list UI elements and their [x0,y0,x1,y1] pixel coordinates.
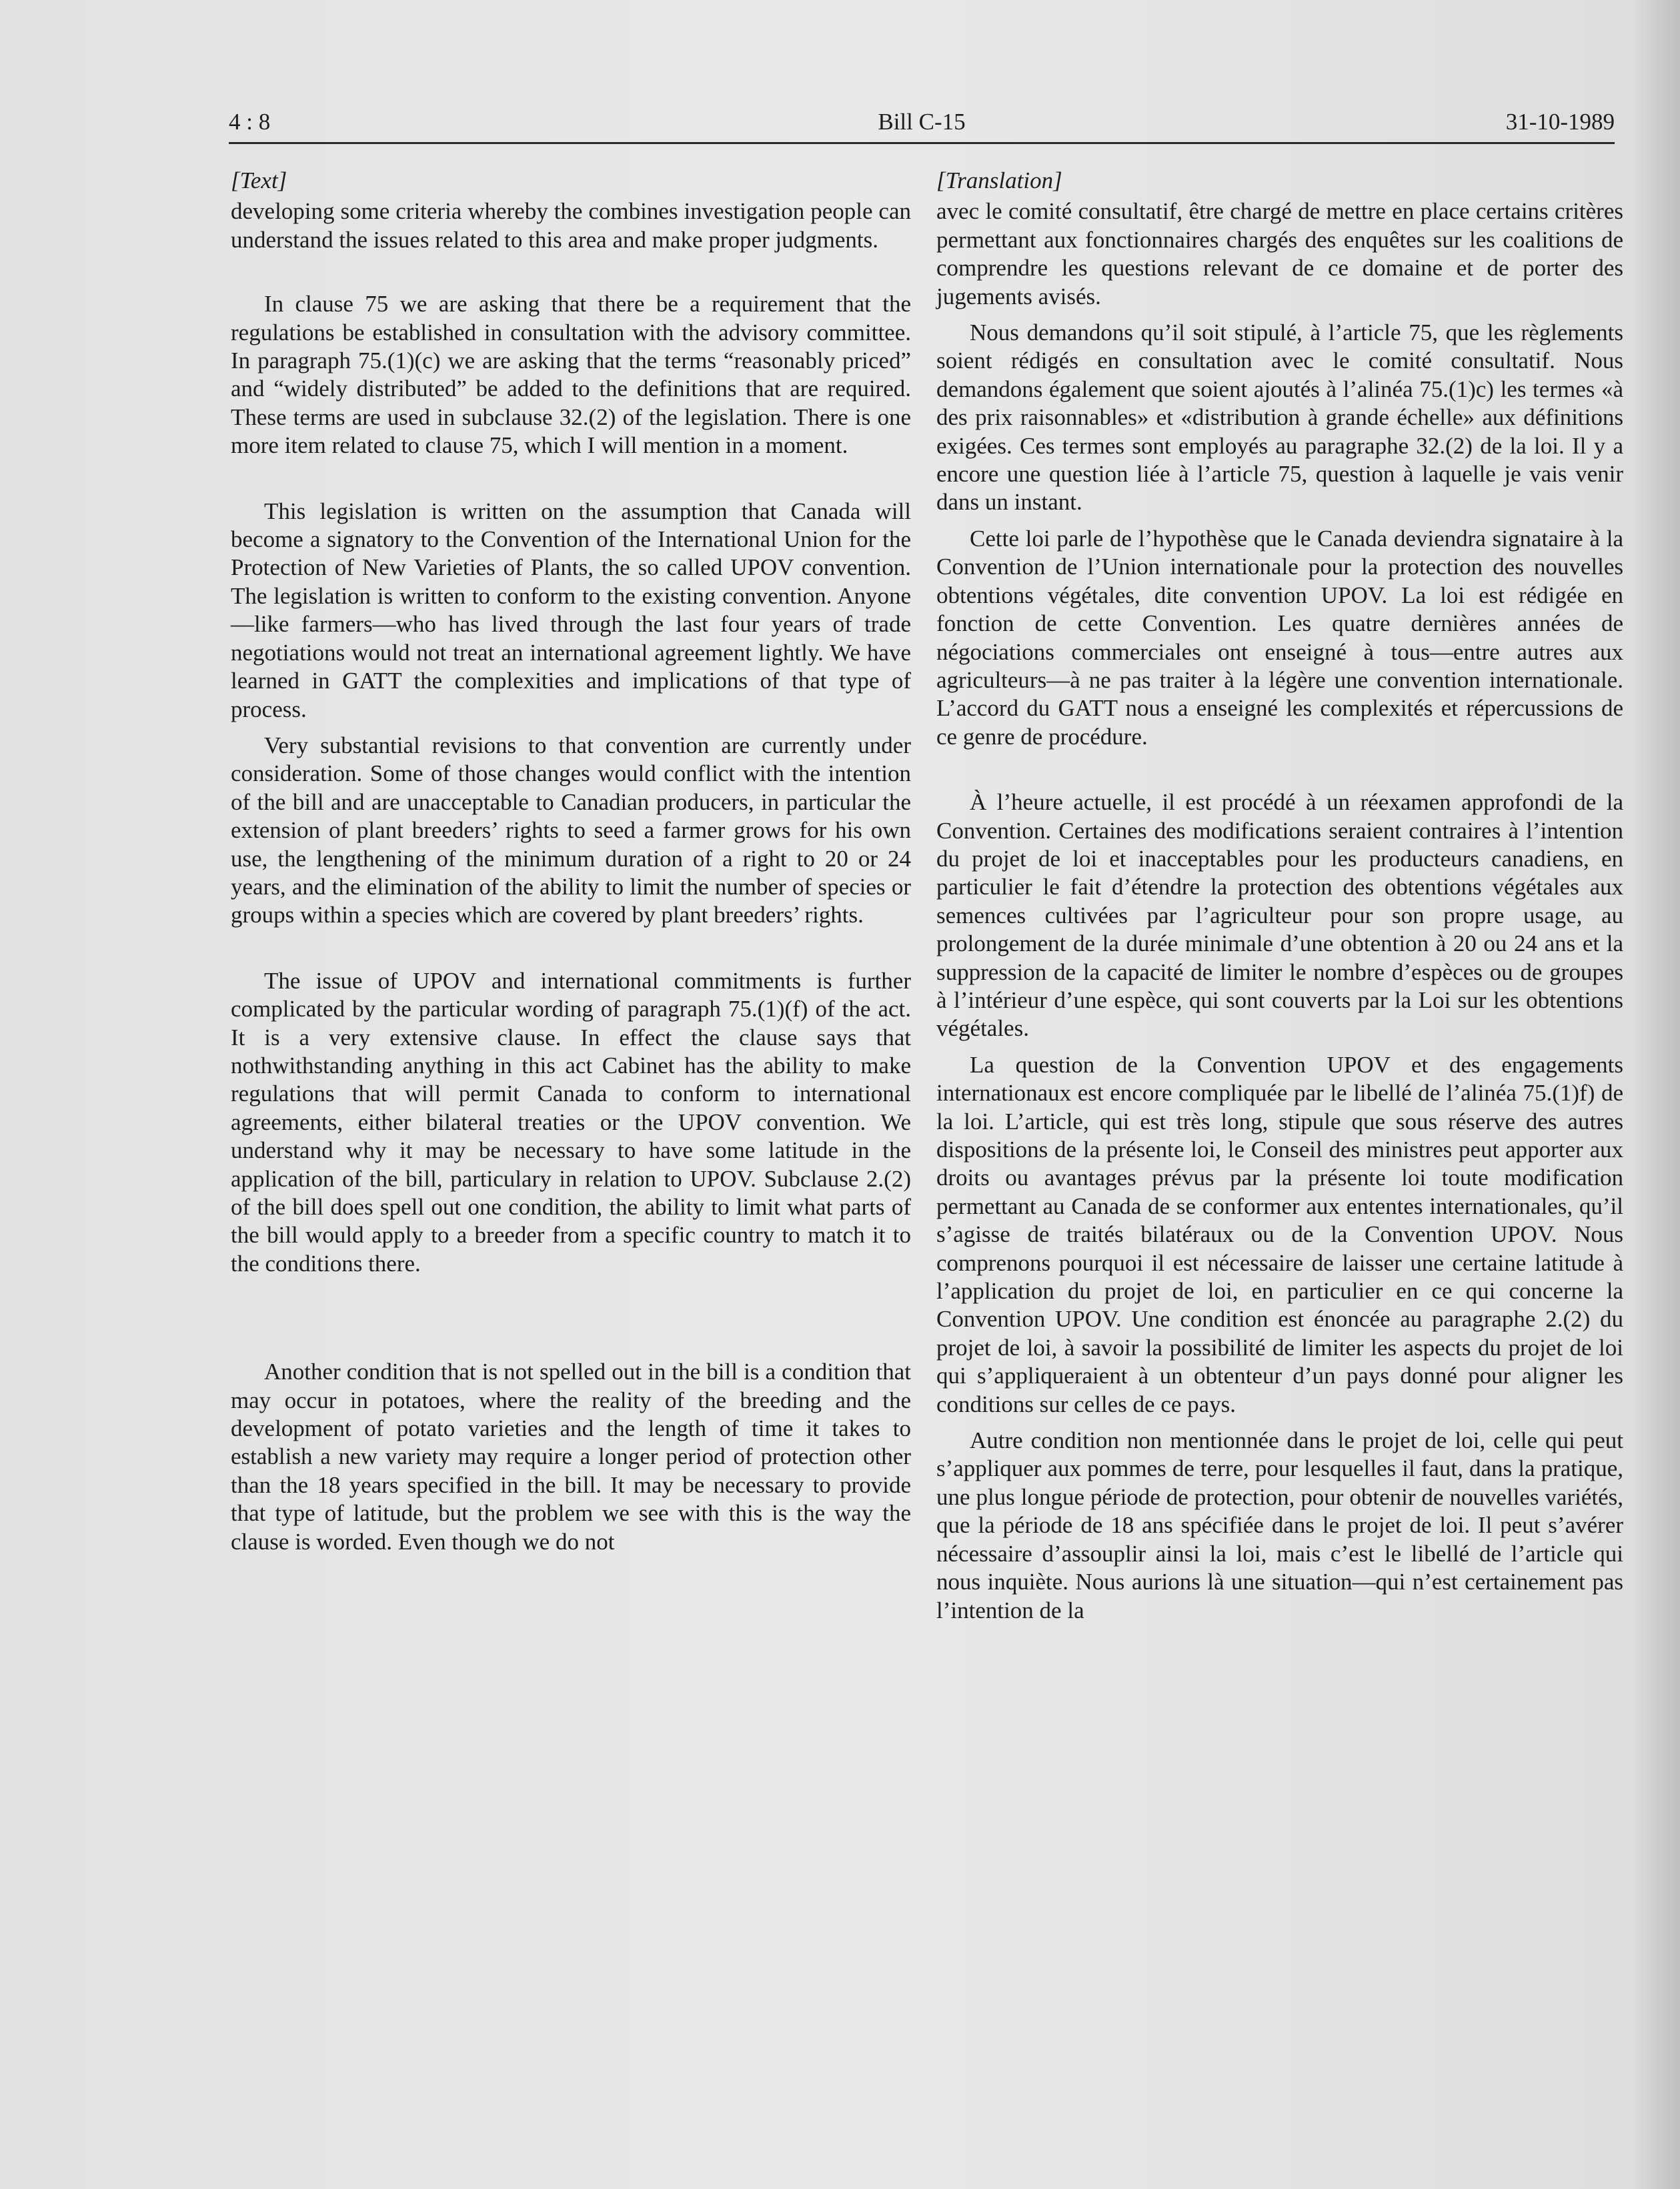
paragraph: La question de la Convention UPOV et des engagements internationaux est encore compliquée par le libellé de l’alinéa 75.(1)f) de la loi. L’article, qui est très long, stipule que sous réserve des autres dispositions de la présente loi, le Conseil des ministres peut apporter aux droits ou avantages prévus par la présente loi toute modification permettant au Canada de se conformer aux ententes internationales, qu’il s’agisse de traités bilatéraux ou de la Convention UPOV. Nous comprenons pourquoi il est nécessaire de laisser une certaine latitude à l’application du projet de loi, en particulier en ce qui concerne la Convention UPOV. Une condition est énoncée au paragraphe 2.(2) du projet de loi, à savoir la possibilité de limiter les aspects du projet de loi qui s’appliqueraient à un obtenteur d’un pays donné pour aligner les conditions sur celles de ce pays. [936,1051,1623,1417]
paragraph: In clause 75 we are asking that there be a requirement that the regulations be established in consultation with the advisory committee. In paragraph 75.(1)(c) we are asking that the terms “reasonably priced” and “widely distributed” be added to the definitions that are required. These terms are used in subclause 32.(2) of the legislation. There is one more item related to clause 75, which I will mention in a moment. [231,291,911,459]
paragraph: The issue of UPOV and international commitments is further complicated by the particular wording of paragraph 75.(1)(f) of the act. It is a very extensive clause. In effect the clause says that nothwithstanding anything in this act Cabinet has the ability to make regulations that will permit Canada to conform to international agreements, either bilateral treaties or the UPOV convention. We understand why it may be necessary to have some latitude in the application of the bill, particulary in relation to UPOV. Subclause 2.(2) of the bill does spell out one condition, the ability to limit what parts of the bill would apply to a breeder from a specific country to match it to the conditions there. [231,967,911,1277]
english-column [231,167,911,1556]
header-rule [229,142,1615,144]
paragraph: This legislation is written on the assumption that Canada will become a signatory to the Convention of the International Union for the Protection of New Varieties of Plants, the so called UPOV convention. The legislation is written to conform to the existing convention. Anyone—like farmers—who has lived through the last four years of trade negotiations would not treat an international agreement lightly. We have learned in GATT the complexities and implications of that type of process. [231,498,911,722]
paragraph: À l’heure actuelle, il est procédé à un réexamen approfondi de la Convention. Certaines des modifications seraient contraires à l’intention du projet de loi et inacceptables pour les producteurs canadiens, en particulier le fait d’étendre la protection des obtentions végétales aux semences cultivées par l’agriculteur pour son propre usage, au prolongement de la durée minimale d’une obtention à 20 ou 24 ans et la suppression de la capacité de limiter le nombre d’espèces ou de groupes à l’intérieur d’une espèce, qui sont couverts par la Loi sur les obtentions végétales. [936,789,1623,1042]
french-column [936,167,1623,1625]
paragraph: Cette loi parle de l’hypothèse que le Canada deviendra signataire à la Convention de l’Union internationale pour la protection des nouvelles obtentions végétales, dite convention UPOV. La loi est rédigée en fonction de cette Convention. Les quatre dernières années de négociations commerciales ont enseigné à tous—entre autres aux agriculteurs—à ne pas traiter à la légère une convention internationale. L’accord du GATT nous a enseigné les complexités et répercussions de ce genre de procédure. [936,525,1623,750]
page-header [229,105,1615,139]
column-label-translation: [Translation] [936,167,1062,193]
paragraph: developing some criteria whereby the combines investigation people can understand the issues related to this area and make proper judgments. [231,198,911,253]
column-label-text: [Text] [231,167,287,193]
header-page-number: 4 : 8 [229,109,271,135]
header-title: Bill C-15 [878,109,966,135]
paragraph: Autre condition non mentionnée dans le projet de loi, celle qui peut s’appliquer aux pommes de terre, pour lesquelles il faut, dans la pratique, une plus longue période de protection, pour obtenir de nouvelles variétés, que la période de 18 ans spécifiée dans le projet de loi. Il peut s’avérer nécessaire d’assouplir ainsi la loi, mais c’est le libellé de l’article qui nous inquiète. Nous aurions là une situation—qui n’est certainement pas l’intention de la [936,1427,1623,1623]
page-edge-shadow [1633,0,1680,2189]
paragraph: Nous demandons qu’il soit stipulé, à l’article 75, que les règlements soient rédigés en consultation avec le comité consultatif. Nous demandons également que soient ajoutés à l’alinéa 75.(1)c) les termes «à des prix raisonnables» et «distribution à grande échelle» aux définitions exigées. Ces termes sont employés au paragraphe 32.(2) de la loi. Il y a encore une question liée à l’article 75, question à laquelle je vais venir dans un instant. [936,319,1623,516]
paragraph: Another condition that is not spelled out in the bill is a condition that may occur in potatoes, where the reality of the breeding and the development of potato varieties and the length of time it takes to establish a new variety may require a longer period of protection other than the 18 years specified in the bill. It may be necessary to provide that type of latitude, but the problem we see with this is the way the clause is worded. Even though we do not [231,1359,911,1555]
paragraph: Very substantial revisions to that convention are currently under consideration. Some of those changes would conflict with the intention of the bill and are unacceptable to Canadian producers, in particular the extension of plant breeders’ rights to seed a farmer grows for his own use, the lengthening of the minimum duration of a right to 20 or 24 years, and the elimination of the ability to limit the number of species or groups within a species which are covered by plant breeders’ rights. [231,732,911,928]
paragraph: avec le comité consultatif, être chargé de mettre en place certains critères permettant aux fonctionnaires chargés des enquêtes sur les coalitions de comprendre les questions relevant de ce domaine et de porter des jugements avisés. [936,198,1623,309]
header-date: 31-10-1989 [1505,109,1615,135]
